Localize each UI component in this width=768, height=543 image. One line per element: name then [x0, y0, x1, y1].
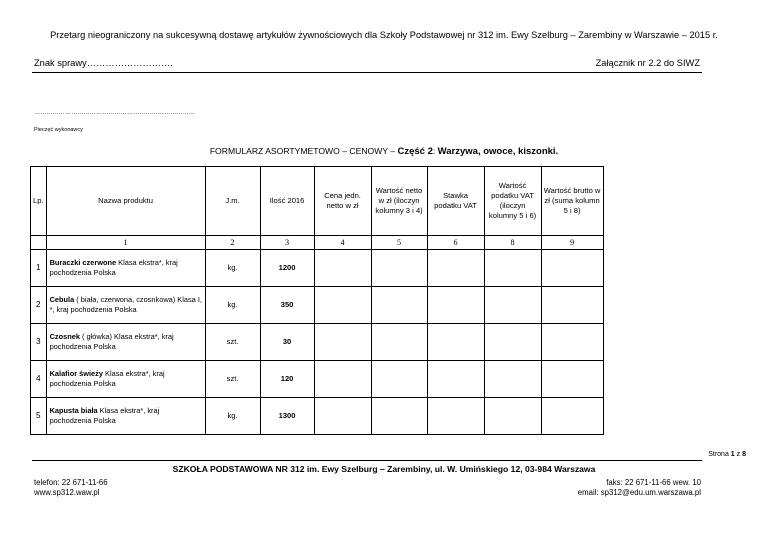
footer-phone: telefon: 22 671-11-66	[34, 478, 108, 487]
row-lp: 2	[31, 287, 47, 324]
row-product-name	[46, 324, 205, 361]
column-number: 5	[371, 236, 427, 250]
cell-unit-price[interactable]	[314, 398, 371, 435]
form-title-separator: :	[432, 146, 438, 156]
product-description: ( biała, czerwona, czosnkowa) Klasa I, *, kraj pochodzenia Polska	[49, 295, 202, 314]
cell-unit-price[interactable]	[314, 361, 371, 398]
cell-net-value[interactable]	[371, 361, 427, 398]
header-product-name: Nazwa produktu	[46, 167, 205, 236]
column-number: 2	[205, 236, 260, 250]
product-name-bold: Kapusta biała	[49, 406, 98, 415]
cell-gross-value[interactable]	[541, 361, 603, 398]
cell-gross-value[interactable]	[541, 287, 603, 324]
page-total: 8	[742, 451, 746, 458]
row-quantity: 30	[260, 324, 314, 361]
price-table	[30, 166, 604, 435]
cell-net-value[interactable]	[371, 250, 427, 287]
form-title-subject: Warzywa, owoce, kiszonki.	[437, 146, 559, 157]
cell-vat-rate[interactable]	[427, 398, 484, 435]
cell-net-value[interactable]	[371, 324, 427, 361]
header-gross-value: Wartość brutto w zł (suma kolumn 5 i 8)	[541, 167, 603, 236]
cell-unit-price[interactable]	[314, 287, 371, 324]
cell-net-value[interactable]	[371, 287, 427, 324]
footer-website-link[interactable]: www.sp312.waw.pl	[34, 488, 100, 497]
row-quantity: 1200	[260, 250, 314, 287]
footer-divider	[32, 460, 702, 461]
case-number: Znak sprawy……………………….	[34, 58, 173, 68]
row-product-name	[46, 287, 205, 324]
row-product-name	[46, 398, 205, 435]
cell-unit-price[interactable]	[314, 250, 371, 287]
row-quantity: 350	[260, 287, 314, 324]
cell-unit-price[interactable]	[314, 324, 371, 361]
page-label: Strona	[708, 451, 731, 458]
table-row	[31, 287, 604, 324]
header-vat-value: Wartość podatku VAT (iloczyn kolumny 5 i 6)	[484, 167, 541, 236]
cell-gross-value[interactable]	[541, 324, 603, 361]
annex-label: Załącznik nr 2.2 do SIWZ	[595, 58, 700, 68]
product-name-bold: Cebula	[49, 295, 75, 304]
page-number	[708, 451, 746, 458]
product-name-bold: Kalafior świeży	[49, 369, 103, 378]
row-unit: szt.	[205, 361, 260, 398]
column-number: 3	[260, 236, 314, 250]
stamp-label: Pieczęć wykonawcy	[34, 127, 83, 133]
cell-gross-value[interactable]	[541, 398, 603, 435]
header-net-value: Wartość netto w zł (iloczyn kolumny 3 i 4)	[371, 167, 427, 236]
stamp-dotted-line: ……………………………………………………………………	[34, 110, 196, 116]
product-description: Klasa ekstra*, kraj pochodzenia Polska	[49, 406, 160, 425]
column-number: 8	[484, 236, 541, 250]
row-unit: kg.	[205, 398, 260, 435]
page-current: 1	[730, 451, 735, 458]
cell-vat-rate[interactable]	[427, 361, 484, 398]
table-row	[31, 324, 604, 361]
page-separator: z	[734, 451, 743, 458]
header-quantity: Ilość 2016	[260, 167, 314, 236]
row-quantity: 120	[260, 361, 314, 398]
cell-vat-rate[interactable]	[427, 287, 484, 324]
column-number-row	[31, 236, 604, 250]
form-title	[0, 146, 768, 157]
row-product-name	[46, 361, 205, 398]
row-product-name	[46, 250, 205, 287]
header-lp: Lp.	[31, 167, 47, 236]
header-divider	[32, 72, 702, 73]
column-number: 6	[427, 236, 484, 250]
column-number: 9	[541, 236, 603, 250]
row-lp: 5	[31, 398, 47, 435]
product-name-bold: Buraczki czerwone	[49, 258, 117, 267]
column-number	[31, 236, 47, 250]
form-title-part: Część 2	[397, 146, 433, 157]
cell-vat-value[interactable]	[484, 398, 541, 435]
header-unit-price: Cena jedn. netto w zł	[314, 167, 371, 236]
document-header-title: Przetarg nieograniczony na sukcesywną dostawę artykułów żywnościowych dla Szkoły Podstawowej nr 312 im. Ewy Szelburg – Zarembiny w Warszawie – 2015 r.	[50, 30, 718, 40]
row-lp: 4	[31, 361, 47, 398]
table-header-row	[31, 167, 604, 236]
row-unit: kg.	[205, 287, 260, 324]
column-number: 1	[46, 236, 205, 250]
table-row	[31, 250, 604, 287]
footer-fax: faks: 22 671-11-66 wew. 10	[606, 478, 701, 487]
row-unit: kg.	[205, 250, 260, 287]
product-description: Klasa ekstra*, kraj pochodzenia Polska	[49, 369, 165, 388]
column-number: 4	[314, 236, 371, 250]
row-lp: 1	[31, 250, 47, 287]
product-description: Klasa ekstra*, kraj pochodzenia Polska	[49, 258, 178, 277]
row-lp: 3	[31, 324, 47, 361]
form-title-prefix: FORMULARZ ASORTYMETOWO – CENOWY –	[209, 146, 398, 156]
table-row	[31, 361, 604, 398]
header-vat-rate: Stawka podatku VAT	[427, 167, 484, 236]
cell-vat-value[interactable]	[484, 250, 541, 287]
header-unit: J.m.	[205, 167, 260, 236]
row-unit: szt.	[205, 324, 260, 361]
cell-vat-value[interactable]	[484, 361, 541, 398]
cell-vat-rate[interactable]	[427, 250, 484, 287]
cell-net-value[interactable]	[371, 398, 427, 435]
footer-email-link[interactable]: email: sp312@edu.um.warszawa.pl	[577, 488, 701, 497]
cell-gross-value[interactable]	[541, 250, 603, 287]
cell-vat-rate[interactable]	[427, 324, 484, 361]
product-name-bold: Czosnek	[49, 332, 80, 341]
footer-school-address: SZKOŁA PODSTAWOWA NR 312 im. Ewy Szelburg – Zarembiny, ul. W. Umińskiego 12, 03-984 Warszawa	[172, 464, 596, 474]
table-row	[31, 398, 604, 435]
product-description: ( główka) Klasa ekstra*, kraj pochodzenia Polska	[49, 332, 174, 351]
row-quantity: 1300	[260, 398, 314, 435]
cell-vat-value[interactable]	[484, 324, 541, 361]
cell-vat-value[interactable]	[484, 287, 541, 324]
